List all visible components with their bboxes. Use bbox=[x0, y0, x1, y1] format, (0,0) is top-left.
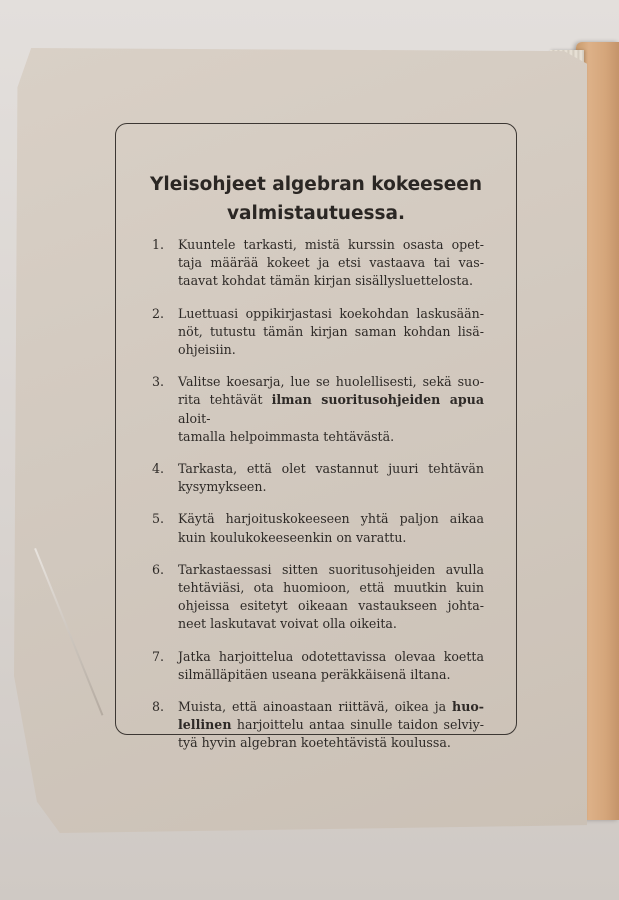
instruction-text-line: Käytä harjoituskokeeseen yhtä paljon aikaa bbox=[178, 511, 484, 527]
instruction-item bbox=[152, 373, 484, 446]
instruction-text-line bbox=[178, 716, 484, 734]
instruction-number: 5. bbox=[152, 511, 165, 527]
instruction-text-line: nöt, tutustu tämän kirjan saman kohdan lisä- bbox=[178, 323, 484, 339]
instruction-text-line bbox=[178, 698, 484, 716]
instruction-number: 2. bbox=[152, 305, 165, 321]
instruction-number: 1. bbox=[152, 237, 165, 252]
instruction-number: 3. bbox=[152, 374, 165, 390]
instruction-text-line: kysymykseen. bbox=[178, 479, 267, 495]
emphasis-text: lellinen bbox=[178, 717, 232, 733]
title-line-2: valmistautuessa. bbox=[226, 203, 406, 224]
instruction-number: 8. bbox=[152, 699, 165, 715]
title-line-1: Yleisohjeet algebran kokeeseen bbox=[149, 174, 482, 195]
instruction-text-line: taja määrää kokeet ja etsi vastaava tai vas- bbox=[178, 255, 484, 271]
instruction-text-line: silmälläpitäen useana peräkkäisenä iltana. bbox=[178, 666, 451, 682]
paper-crease bbox=[34, 548, 103, 716]
instruction-item bbox=[152, 236, 484, 291]
instruction-number: 6. bbox=[152, 561, 165, 577]
instruction-text-line: tyä hyvin algebran koetehtävistä koulussa. bbox=[178, 735, 451, 751]
instruction-text-line: Tarkastaessasi sitten suoritusohjeiden avulla bbox=[178, 561, 484, 577]
instruction-item bbox=[152, 305, 484, 360]
instruction-text-line: Kuuntele tarkasti, mistä kurssin osasta opet- bbox=[178, 237, 484, 252]
instruction-text-line: Valitse koesarja, lue se huolellisesti, sekä suo- bbox=[178, 374, 484, 390]
text-fragment: Muista, että ainoastaan riittävä, oikea ja bbox=[178, 699, 453, 715]
instruction-text-line bbox=[178, 391, 484, 427]
instruction-text-line: Luettuasi oppikirjastasi koekohdan laskusään- bbox=[178, 305, 484, 321]
emphasis-text: ilman suoritusohjeiden apua bbox=[271, 392, 484, 408]
text-fragment: aloit- bbox=[178, 410, 211, 426]
instruction-text-line: tamalla helpoimmasta tehtävästä. bbox=[178, 428, 395, 444]
instruction-text-line: neet laskutavat voivat olla oikeita. bbox=[178, 616, 397, 632]
text-fragment: rita tehtävät bbox=[178, 392, 272, 408]
page-title bbox=[116, 170, 516, 228]
instruction-number: 4. bbox=[152, 461, 165, 477]
instruction-number: 7. bbox=[152, 648, 165, 664]
instruction-text-line: Tarkasta, että olet vastannut juuri tehtävän bbox=[178, 461, 484, 477]
instructions-frame bbox=[115, 123, 517, 751]
instruction-text-line: ohjeisiin. bbox=[178, 342, 236, 358]
text-fragment: harjoittelu antaa sinulle taidon selviy- bbox=[231, 717, 484, 733]
instruction-item bbox=[152, 561, 484, 634]
instruction-text-line: ohjeissa esitetyt oikeaan vastaukseen johta- bbox=[178, 598, 484, 614]
instruction-text-line: Jatka harjoittelua odotettavissa olevaa koetta bbox=[178, 648, 484, 664]
emphasis-text: huo- bbox=[452, 699, 484, 715]
instructions-list bbox=[152, 236, 484, 767]
instruction-item bbox=[152, 510, 484, 546]
instruction-item bbox=[152, 698, 484, 753]
instruction-item bbox=[152, 460, 484, 496]
instruction-text-line: tehtäviäsi, ota huomioon, että muutkin kuin bbox=[178, 580, 484, 596]
instruction-text-line: taavat kohdat tämän kirjan sisällysluettelosta. bbox=[178, 273, 473, 289]
instruction-item bbox=[152, 648, 484, 684]
instruction-text-line: kuin koulukokeeseenkin on varattu. bbox=[178, 529, 407, 545]
